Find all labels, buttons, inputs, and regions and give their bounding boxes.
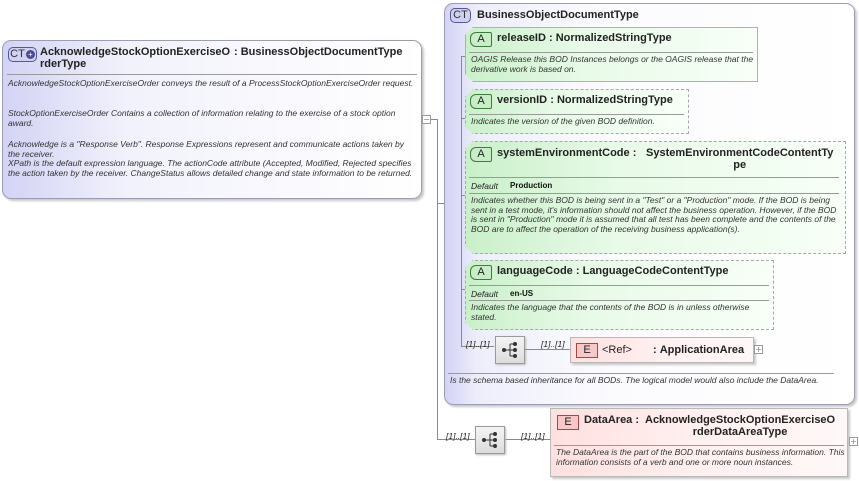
element-applicationarea[interactable] [570,337,754,363]
base-doc-separator [448,373,834,374]
sequence-multiplicity: [1]..[1] [466,339,490,349]
sequence-compositor[interactable] [475,426,505,454]
base-documentation: Is the schema based inheritance for all BODs. The logical model would also include the DataArea. [450,375,819,385]
sequence-icon [476,427,504,453]
attribute-type: SystemEnvironmentCodeContentTy pe [646,147,834,171]
element-badge: E [557,415,579,430]
complex-type-extension-badge: CT + [8,47,37,62]
complex-type-badge: CT [450,8,471,23]
attributes-trunk [461,56,462,346]
attribute-separator [469,52,753,53]
element-type: AcknowledgeStockOptionExerciseO rderDataAreaType [645,414,836,438]
default-value: Production [510,181,553,190]
root-complex-type[interactable] [2,40,422,199]
root-documentation-3: Acknowledge is a "Response Verb". Response Expressions represent and communicate actions taken by the receiver. XPath is the default expression language. The actionCode attribute (Accepted, Modified, Rejected specifies the action taken by the receiver. ChangeStatus allows detailed change and state information to be returned. [8,139,413,178]
attribute-badge: A [470,32,492,47]
attribute-separator [469,177,839,178]
collapse-toggle[interactable]: − [423,115,430,124]
root-type-name: AcknowledgeStockOptionExerciseO rderType [40,46,231,70]
attribute-separator [469,285,769,286]
element-multiplicity: [1]..[1] [521,431,545,441]
attribute-badge: A [470,147,492,162]
sequence-compositor[interactable] [495,336,525,364]
root-base-type: : BusinessObjectDocumentType [234,46,403,58]
seq-connector-out [525,349,570,350]
sequence-icon [496,337,524,363]
default-label: Default [471,289,498,299]
base-type-name: BusinessObjectDocumentType [477,9,639,21]
attribute-separator [469,300,769,301]
element-multiplicity: [1]..[1] [541,339,565,349]
element-badge: E [576,343,598,358]
default-value: en-US [510,289,534,298]
sequence-multiplicity: [1]..[1] [446,431,470,441]
element-documentation: The DataArea is the part of the BOD that contains business information. This information consists of a verb and one or more noun instances. [556,447,845,467]
element-ref-label: <Ref> [602,344,632,356]
root-documentation-1: AcknowledgeStockOptionExerciseOrder conveys the result of a ProcessStockOptionExerciseOrder request. [8,78,414,88]
root-documentation-2: StockOptionExerciseOrder Contains a collection of information relating to the exercise of a stock option award. [8,108,396,128]
element-separator [554,445,844,446]
attribute-name: systemEnvironmentCode : [497,147,637,159]
default-label: Default [471,181,498,191]
attribute-name: releaseID : NormalizedStringType [497,32,672,44]
title-separator [7,74,417,75]
attribute-badge: A [470,265,492,280]
attribute-documentation: Indicates whether this BOD is being sent in a "Test" or a "Production" mode. If the BOD is being sent in a test mode, it's information should not affect the business operation. However, if the BOD is sent in "Production" mode it is assumed that all test has been complete and the contents of the BOD are to affect the operation of the receiving business application(s). [471,195,837,234]
attribute-documentation: Indicates the language that the contents of the BOD is in unless otherwise stated. [471,302,750,322]
attribute-name: versionID : NormalizedStringType [497,94,673,106]
attribute-name: languageCode : LanguageCodeContentType [497,265,729,277]
element-type: : ApplicationArea [653,344,745,356]
plus-circle-icon: + [26,50,35,59]
attribute-separator [469,114,684,115]
expand-toggle[interactable]: + [755,345,762,354]
connector-trunk [437,119,438,439]
element-name: DataArea : [584,414,640,426]
expand-toggle[interactable]: + [850,437,857,446]
attribute-documentation: Indicates the version of the given BOD definition. [471,116,655,126]
attribute-documentation: OAGIS Release this BOD Instances belongs or the OAGIS release that the derivative work is based on. [471,54,754,74]
element-dataarea[interactable] [550,408,848,477]
attribute-separator [469,193,839,194]
attribute-badge: A [470,94,492,109]
